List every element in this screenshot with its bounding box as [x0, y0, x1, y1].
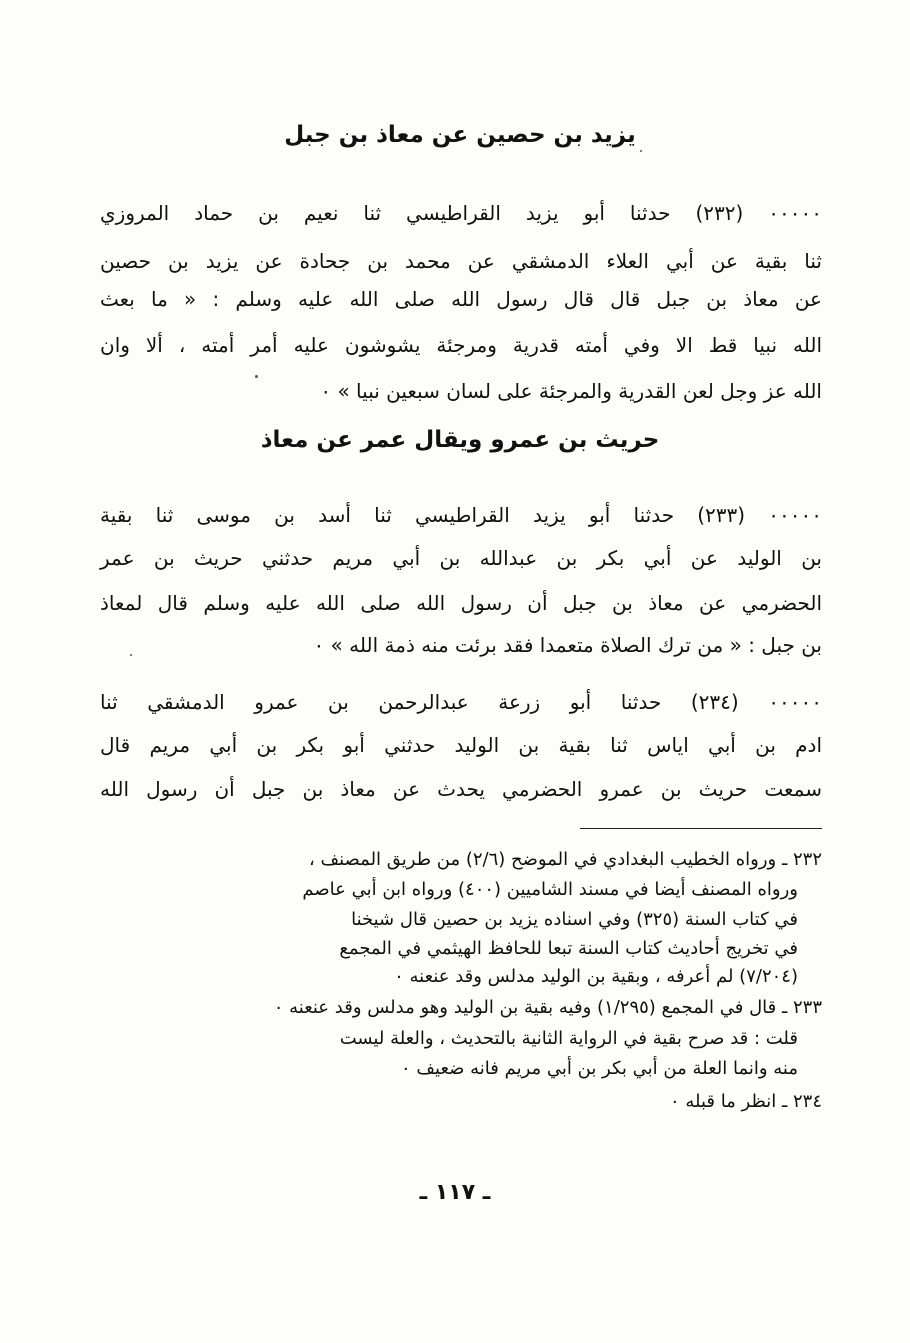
hadith-232-line-2: ثنا بقية عن أبي العلاء الدمشقي عن محمد بن جحادة عن يزيد بن حصين [100, 249, 822, 273]
hadith-233-line-1: ٠٠٠٠٠ (٢٣٣) حدثنا أبو يزيد القراطيسي ثنا أسد بن موسى ثنا بقية [100, 503, 822, 527]
footnote-232-line-5: (٧/٢٠٤) لم أعرفه ، وبقية بن الوليد مدلس وقد عنعنه ٠ [394, 966, 798, 987]
hadith-232-line-3: عن معاذ بن جبل قال قال رسول الله صلى الله عليه وسلم : « ما بعث [100, 287, 822, 311]
footnote-233-line-2: قلت : قد صرح بقية في الرواية الثانية بالتحديث ، والعلة ليست [339, 1028, 798, 1049]
hadith-232-line-5: الله عز وجل لعن القدرية والمرجئة على لسان سبعين نبيا » ٠ [320, 379, 822, 403]
hadith-233-line-2: بن الوليد عن أبي بكر بن عبدالله بن أبي مريم حدثني حريث بن عمر [100, 546, 822, 570]
scan-speck [255, 375, 258, 378]
footnote-233-line-1: ٢٣٣ ـ قال في المجمع (١/٢٩٥) وفيه بقية بن الوليد وهو مدلس وقد عنعنه ٠ [273, 997, 822, 1018]
scan-speck [130, 654, 132, 656]
hadith-233-line-4: بن جبل : « من ترك الصلاة متعمدا فقد برئت منه ذمة الله » ٠ [313, 633, 822, 657]
hadith-234-line-2: ادم بن أبي اياس ثنا بقية بن الوليد حدثني أبو بكر بن أبي مريم قال [100, 733, 822, 757]
hadith-234-line-1: ٠٠٠٠٠ (٢٣٤) حدثنا أبو زرعة عبدالرحمن بن عمرو الدمشقي ثنا [100, 690, 822, 714]
footnote-232-line-1: ٢٣٢ ـ ورواه الخطيب البغدادي في الموضح (٢/٦) من طريق المصنف ، [308, 849, 822, 870]
footnote-234: ٢٣٤ ـ انظر ما قبله ٠ [669, 1091, 822, 1112]
scan-speck [640, 150, 642, 152]
footnote-232-line-4: في تخريج أحاديث كتاب السنة تبعا للحافظ الهيثمي في المجمع [339, 938, 798, 959]
hadith-232-line-4: الله نبيا قط الا وفي أمته قدرية ومرجئة يشوشون عليه أمر أمته ، ألا وان [100, 333, 822, 357]
section-heading-yazid: يزيد بن حصين عن معاذ بن جبل [284, 122, 636, 148]
hadith-232-line-1: ٠٠٠٠٠ (٢٣٢) حدثنا أبو يزيد القراطيسي ثنا نعيم بن حماد المروزي [100, 201, 822, 225]
footnote-233-line-3: منه وانما العلة من أبي بكر بن أبي مريم فانه ضعيف ٠ [400, 1058, 798, 1079]
footnote-232-line-3: في كتاب السنة (٣٢٥) وفي اسناده يزيد بن حصين قال شيخنا [351, 909, 798, 930]
hadith-233-line-3: الحضرمي عن معاذ بن جبل أن رسول الله صلى الله عليه وسلم قال لمعاذ [100, 591, 822, 615]
section-heading-hurayth: حريث بن عمرو ويقال عمر عن معاذ [260, 427, 660, 453]
footnote-232-line-2: ورواه المصنف أيضا في مسند الشاميين (٤٠٠) ورواه ابن أبي عاصم [302, 879, 798, 900]
page-number: ـ ١١٧ ـ [419, 1180, 491, 1205]
hadith-234-line-3: سمعت حريث بن عمرو الحضرمي يحدث عن معاذ بن جبل أن رسول الله [100, 777, 822, 801]
footnote-separator [580, 828, 822, 829]
